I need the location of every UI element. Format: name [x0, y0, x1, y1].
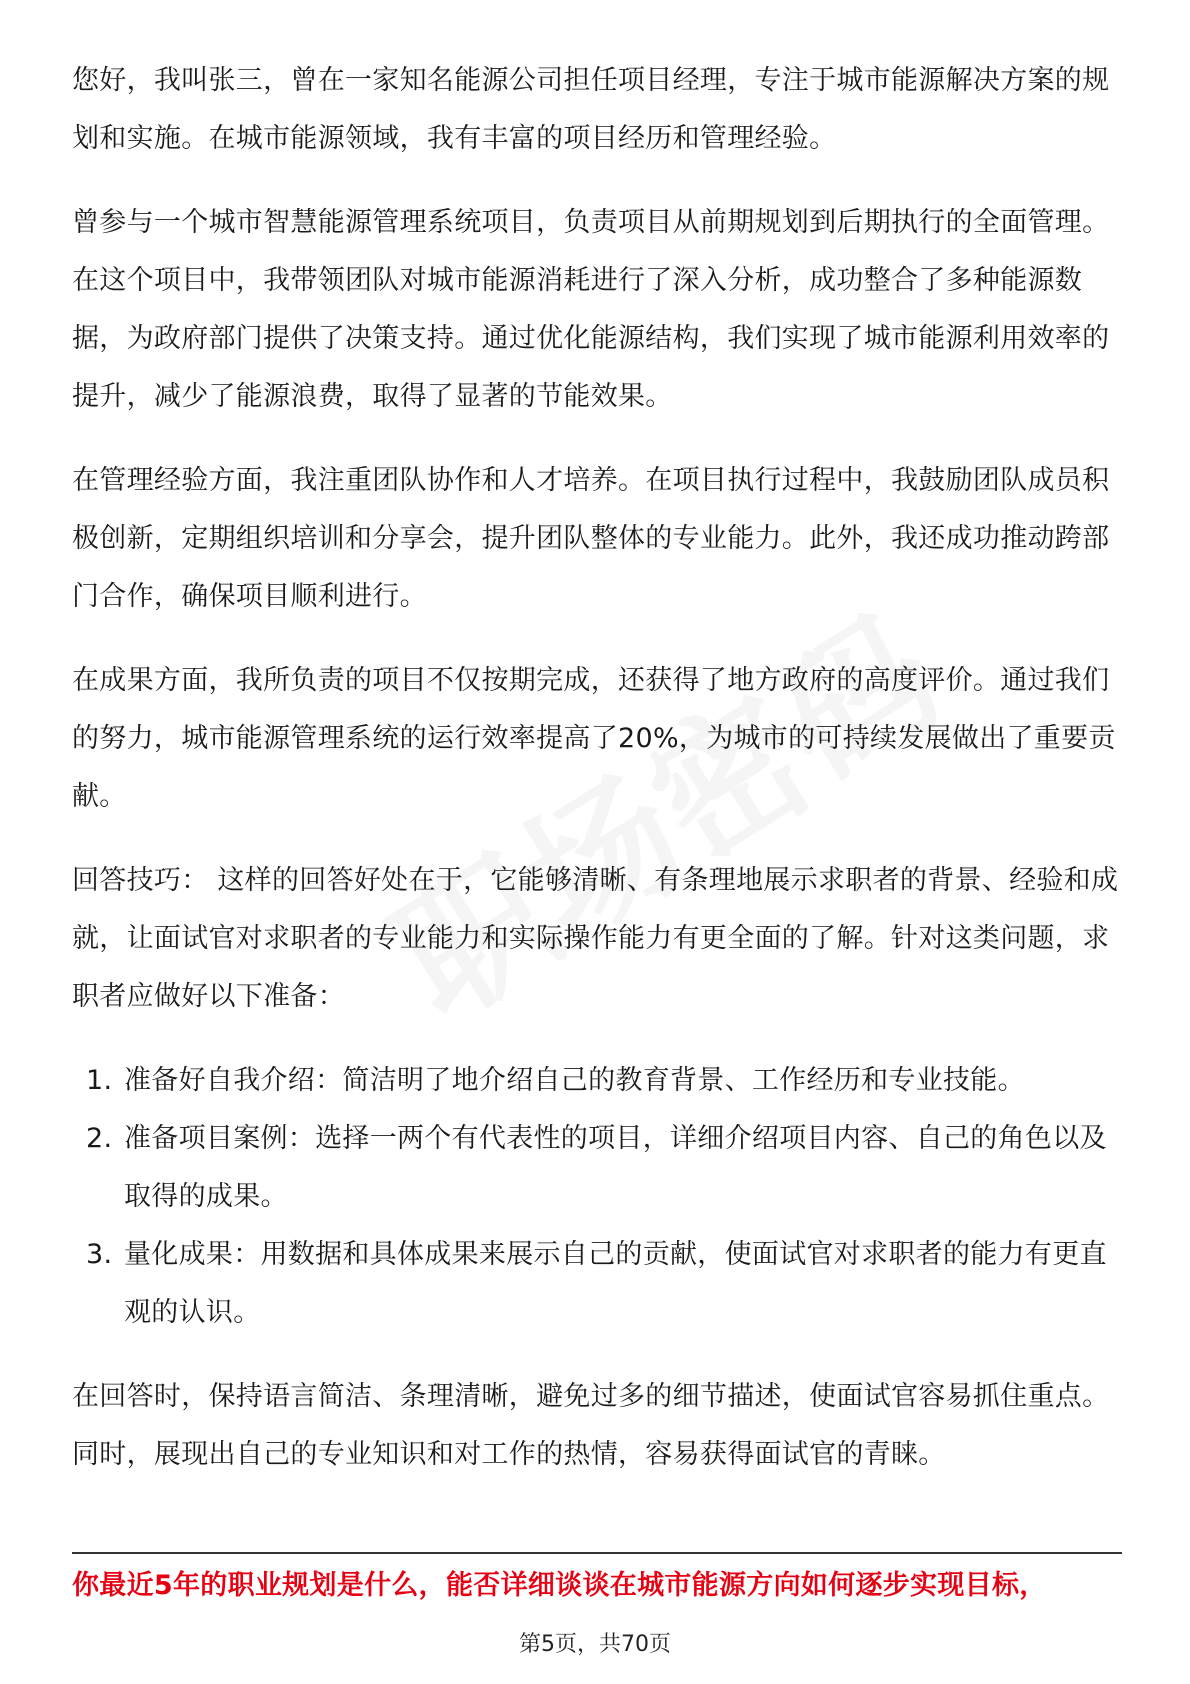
paragraph-intro: 您好，我叫张三，曾在一家知名能源公司担任项目经理，专注于城市能源解决方案的规划和实施。在城市能源领域，我有丰富的项目经历和管理经验。 — [72, 65, 1110, 154]
document-body — [72, 52, 1122, 1510]
paragraph-project: 曾参与一个城市智慧能源管理系统项目，负责项目从前期规划到后期执行的全面管理。在这个项目中，我带领团队对城市能源消耗进行了深入分析，成功整合了多种能源数据，为政府部门提供了决策支持。通过优化能源结构，我们实现了城市能源利用效率的提升，减少了能源浪费，取得了显著的节能效果。 — [72, 207, 1110, 412]
paragraph-answer-tips: 回答技巧： 这样的回答好处在于，它能够清晰、有条理地展示求职者的背景、经验和成就，让面试官对求职者的专业能力和实际操作能力有更全面的了解。针对这类问题，求职者应做好以下准备： — [72, 865, 1119, 1012]
list-item — [72, 1226, 1122, 1342]
page-number: 第5页，共70页 — [519, 1632, 671, 1657]
tips-list — [72, 1052, 1122, 1342]
list-number: 3. — [86, 1239, 113, 1270]
list-item — [72, 1110, 1122, 1226]
section-divider — [72, 1552, 1122, 1554]
paragraph-management: 在管理经验方面，我注重团队协作和人才培养。在项目执行过程中，我鼓励团队成员积极创新，定期组织培训和分享会，提升团队整体的专业能力。此外，我还成功推动跨部门合作，确保项目顺利进行。 — [72, 465, 1110, 612]
paragraph-results: 在成果方面，我所负责的项目不仅按期完成，还获得了地方政府的高度评价。通过我们的努力，城市能源管理系统的运行效率提高了20%，为城市的可持续发展做出了重要贡献。 — [72, 665, 1116, 812]
page-footer — [0, 1630, 1190, 1660]
paragraph-closing: 在回答时，保持语言简洁、条理清晰，避免过多的细节描述，使面试官容易抓住重点。同时，展现出自己的专业知识和对工作的热情，容易获得面试官的青睐。 — [72, 1381, 1110, 1470]
list-text: 量化成果：用数据和具体成果来展示自己的贡献，使面试官对求职者的能力有更直观的认识。 — [124, 1239, 1107, 1328]
list-item — [72, 1052, 1122, 1110]
list-text: 准备项目案例：选择一两个有代表性的项目，详细介绍项目内容、自己的角色以及取得的成果。 — [124, 1123, 1107, 1212]
list-text: 准备好自我介绍：简洁明了地介绍自己的教育背景、工作经历和专业技能。 — [124, 1065, 1025, 1096]
list-number: 2. — [86, 1123, 113, 1154]
next-question-heading: 你最近5年的职业规划是什么，能否详细谈谈在城市能源方向如何逐步实现目标， — [72, 1570, 1047, 1601]
list-number: 1. — [86, 1065, 113, 1096]
